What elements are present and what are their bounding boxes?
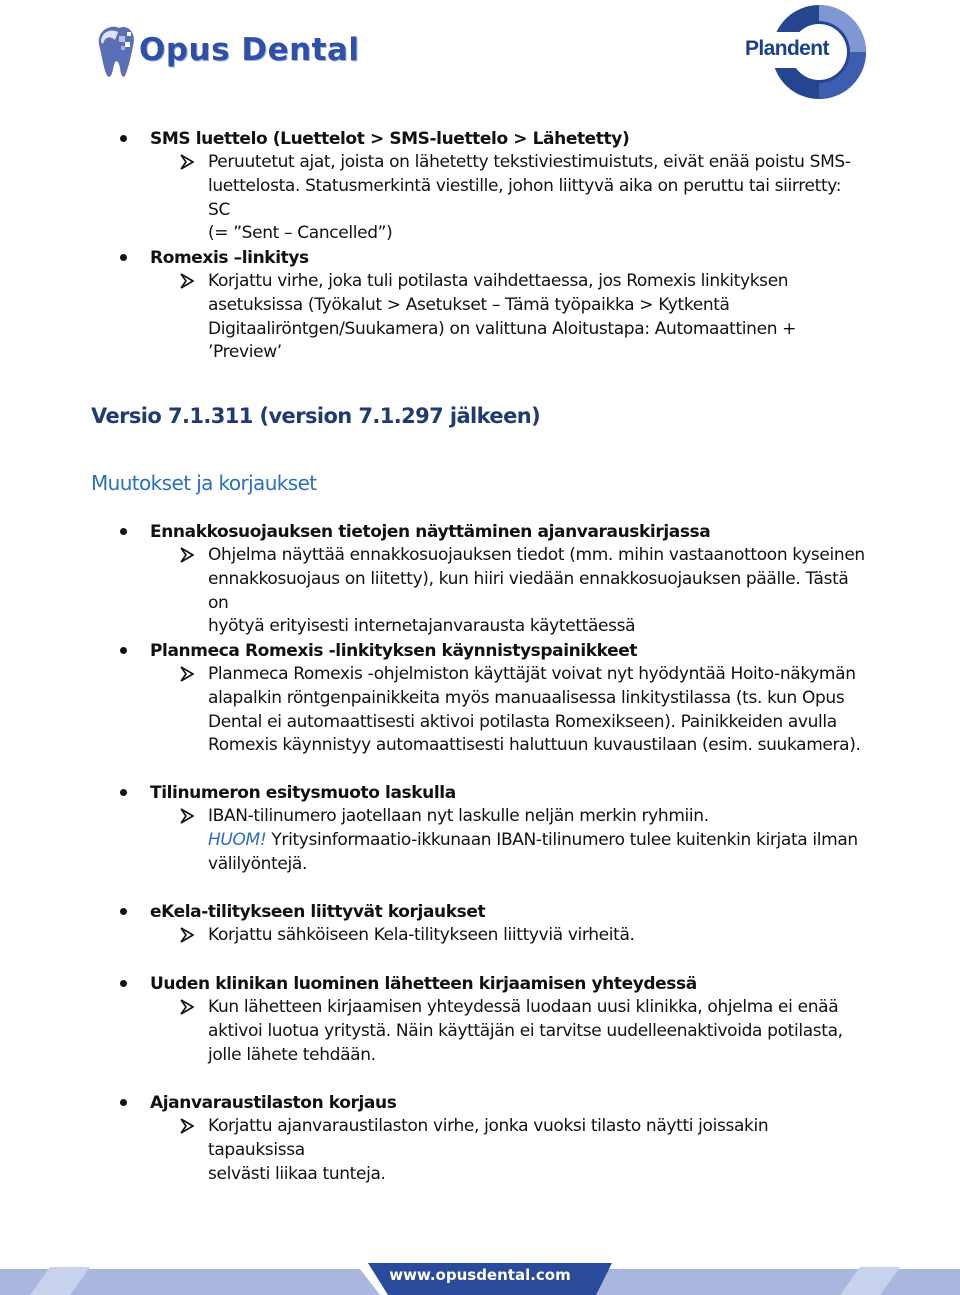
body-line: (= ”Sent – Cancelled”) (208, 223, 393, 244)
section-title: Ajanvaraustilaston korjaus (150, 1093, 397, 1113)
body-line: Dental ei automaattisesti aktivoi potilasta Romexikseen). Painikkeiden avulla (208, 711, 837, 732)
section-tilinumero (0, 781, 960, 876)
body-line: jolle lähete tehdään. (208, 1044, 376, 1065)
body-line: aktivoi luotua yritystä. Näin käyttäjän ei tarvitse uudelleenaktivoida potilasta, (208, 1020, 843, 1041)
bullet-dot (120, 908, 127, 915)
section-title: Uuden klinikan luominen lähetteen kirjaamisen yhteydessä (150, 974, 697, 994)
body-line: Korjattu sähköiseen Kela-tilitykseen liittyviä virheitä. (208, 925, 635, 945)
tooth-logo-icon (93, 22, 137, 78)
body-line-huom (208, 829, 868, 853)
huom-label: HUOM! (208, 829, 267, 850)
section-planmeca-romexis (0, 639, 960, 758)
body-line: asetuksissa (Työkalut > Asetukset – Tämä työpaikka > Kytkentä (208, 294, 730, 315)
section-sms-luettelo (0, 127, 960, 246)
section-title: Tilinumeron esitysmuoto laskulla (150, 783, 456, 803)
footer-url[interactable]: www.opusdental.com (389, 1266, 571, 1284)
section-title: Ennakkosuojauksen tietojen näyttäminen ajanvarauskirjassa (150, 522, 711, 542)
arrow-bullet-icon (180, 666, 194, 682)
body-line: luettelosta. Statusmerkintä viestille, johon liittyvä aika on peruttu tai siirretty: SC (208, 175, 842, 220)
brand-left: Opus Dental (139, 32, 360, 68)
section-body (208, 805, 868, 876)
plandent-logo (740, 2, 868, 102)
bullet-dot (120, 980, 127, 987)
version-heading: Versio 7.1.311 (version 7.1.297 jälkeen) (91, 404, 541, 428)
section-body (208, 924, 868, 948)
section-body (208, 1115, 868, 1186)
body-line: Kun lähetteen kirjaamisen yhteydessä luodaan uusi klinikka, ohjelma ei enää (208, 997, 839, 1017)
section-title: Planmeca Romexis -linkityksen käynnistyspainikkeet (150, 641, 638, 661)
section-uusi-klinikka (0, 972, 960, 1067)
section-title: Romexis –linkitys (150, 248, 309, 268)
bullet-dot (120, 647, 127, 654)
body-line: Korjattu ajanvaraustilaston virhe, jonka vuoksi tilasto näytti joissakin tapauksissa (208, 1116, 769, 1160)
bullet-dot (120, 1099, 127, 1106)
huom-text: Yritysinformaatio-ikkunaan IBAN-tilinumero tulee kuitenkin kirjata ilman (266, 829, 858, 850)
arrow-bullet-icon (180, 154, 194, 170)
arrow-bullet-icon (180, 927, 194, 943)
section-romexis-linkitys (0, 246, 960, 365)
body-line: Romexis käynnistyy automaattisesti haluttuun kuvaustilaan (esim. suukamera). (208, 735, 861, 756)
body-line: alapalkin röntgenpainikkeita myös manuaalisessa linkitystilassa (ts. kun Opus (208, 687, 845, 708)
body-line: selvästi liikaa tunteja. (208, 1163, 386, 1184)
bullet-dot (120, 254, 127, 261)
body-line: Planmeca Romexis -ohjelmiston käyttäjät voivat nyt hyödyntää Hoito-näkymän (208, 664, 856, 684)
arrow-bullet-icon (180, 1118, 194, 1134)
section-ajanvaraustilasto (0, 1091, 960, 1186)
bullet-dot (120, 789, 127, 796)
section-body (208, 544, 868, 639)
body-line: Digitaaliröntgen/Suukamera) on valittuna Aloitustapa: Automaattinen + (208, 318, 797, 339)
body-line: välilyöntejä. (208, 853, 308, 874)
body-line: ’Preview’ (208, 342, 282, 363)
section-title: eKela-tilitykseen liittyvät korjaukset (150, 902, 486, 922)
body-line: Korjattu virhe, joka tuli potilasta vaihdettaessa, jos Romexis linkityksen (208, 271, 789, 291)
body-line: hyötyä erityisesti internetajanvarausta käytettäessä (208, 616, 636, 637)
arrow-bullet-icon (180, 999, 194, 1015)
changes-heading: Muutokset ja korjaukset (91, 471, 317, 495)
section-ekela (0, 900, 960, 948)
section-ennakkosuojaus (0, 520, 960, 639)
body-line: IBAN-tilinumero jaotellaan nyt laskulle neljän merkin ryhmiin. (208, 806, 709, 826)
body-line: Peruutetut ajat, joista on lähetetty tekstiviestimuistuts, eivät enää poistu SMS- (208, 152, 851, 172)
bullet-dot (120, 135, 127, 142)
section-body (208, 151, 868, 246)
bullet-dot (120, 528, 127, 535)
section-body (208, 663, 868, 758)
opus-dental-logo (93, 22, 360, 78)
arrow-bullet-icon (180, 547, 194, 563)
section-title: SMS luettelo (Luettelot > SMS-luettelo > Lähetetty) (150, 129, 630, 149)
body-line: Ohjelma näyttää ennakkosuojauksen tiedot (mm. mihin vastaanottoon kyseinen (208, 545, 865, 565)
brand-right: Plandent (745, 37, 829, 60)
section-body (208, 270, 868, 365)
arrow-bullet-icon (180, 808, 194, 824)
section-body (208, 996, 868, 1067)
body-line: ennakkosuojaus on liitetty), kun hiiri viedään ennakkosuojauksen päälle. Tästä on (208, 568, 849, 613)
arrow-bullet-icon (180, 273, 194, 289)
